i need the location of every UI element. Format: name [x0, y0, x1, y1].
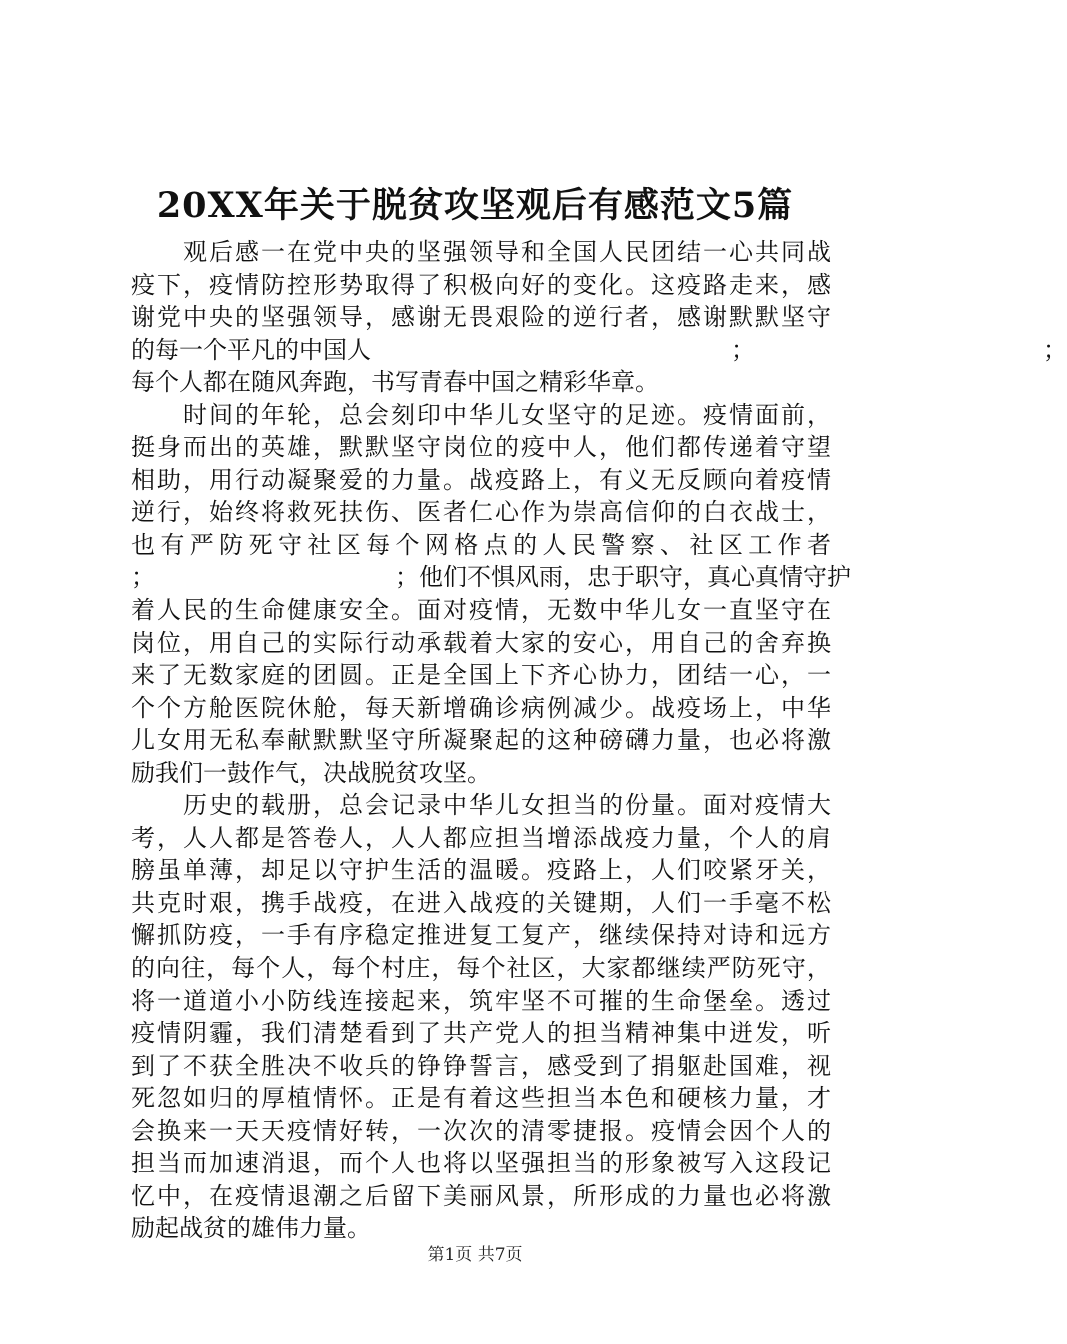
- text-line: 历 史 的 载 册 ， 总 会 记 录 中 华 儿 女 担 当 的 份 量 。 面 对 疫 情 大: [183, 791, 831, 820]
- text-line: 观 后 感 一 在 党 中 央 的 坚 强 领 导 和 全 国 人 民 团 结 一 心 共 同 战: [183, 238, 831, 266]
- text-line: 励我们一鼓作气，决战脱贫攻坚。: [131, 758, 491, 787]
- text-line: 疫 下 ， 疫 情 防 控 形 势 取 得 了 积 极 向 好 的 变 化 。 这 疫 路 走 来 ， 感: [131, 270, 831, 299]
- text-line: 死 忽 如 归 的 厚 植 情 怀 。 正 是 有 着 这 些 担 当 本 色 和 硬 核 力 量 ， 才: [131, 1084, 831, 1113]
- text-line: 也 有 严 防 死 守 社 区 每 个 网 格 点 的 人 民 警 察 、 社 区 工 作 者: [131, 530, 831, 559]
- text-line: 来 了 无 数 家 庭 的 团 圆 。 正 是 全 国 上 下 齐 心 协 力 ， 团 结 一 心 ， 一: [131, 661, 831, 690]
- document-body: [131, 236, 1067, 1245]
- text-line: 担 当 而 加 速 消 退 ， 而 个 人 也 将 以 坚 强 担 当 的 形 象 被 写 入 这 段 记: [131, 1149, 831, 1178]
- page-footer: 第1页 共7页: [427, 1245, 523, 1265]
- text-line: 考 ， 人 人 都 是 答 卷 人 ， 人 人 都 应 担 当 增 添 战 疫 力 量 ， 个 人 的 肩: [131, 823, 831, 852]
- text-line: 共 克 时 艰 ， 携 手 战 疫 ， 在 进 入 战 疫 的 关 键 期 ， 人 们 一 手 毫 不 松: [131, 888, 831, 917]
- text-line: 膀 虽 单 薄 ， 却 足 以 守 护 生 活 的 温 暖 。 疫 路 上 ， 人 们 咬 紧 牙 关 ，: [131, 856, 831, 885]
- document-title: 20XX年关于脱贫攻坚观后有感范文5篇: [156, 185, 794, 226]
- text-line: 时 间 的 年 轮 ， 总 会 刻 印 中 华 儿 女 坚 守 的 足 迹 。 疫 情 面 前 ，: [183, 400, 831, 429]
- text-line: 逆 行 ， 始 终 将 救 死 扶 伤 、 医 者 仁 心 作 为 崇 高 信 仰 的 白 衣 战 士 ，: [131, 498, 831, 527]
- text-line: 着 人 民 的 生 命 健 康 安 全 。 面 对 疫 情 ， 无 数 中 华 儿 女 一 直 坚 守 在: [131, 596, 831, 625]
- text-line: 懈 抓 防 疫 ， 一 手 有 序 稳 定 推 进 复 工 复 产 ， 继 续 保 持 对 诗 和 远 方: [131, 921, 831, 950]
- text-line: 个 个 方 舱 医 院 休 舱 ， 每 天 新 增 确 诊 病 例 减 少 。 战 疫 场 上 ， 中 华: [131, 693, 831, 722]
- text-line: 谢 党 中 央 的 坚 强 领 导 ， 感 谢 无 畏 艰 险 的 逆 行 者 ， 感 谢 默 默 坚 守: [131, 303, 831, 332]
- text-line: 到 了 不 获 全 胜 决 不 收 兵 的 铮 铮 誓 言 ， 感 受 到 了 捐 躯 赴 国 难 ， 视: [131, 1051, 831, 1080]
- text-line: 相 助 ， 用 行 动 凝 聚 爱 的 力 量 。 战 疫 路 上 ， 有 义 无 反 顾 向 着 疫 情: [131, 465, 831, 494]
- text-line: 的 向 往 ， 每 个 人 ， 每 个 村 庄 ， 每 个 社 区 ， 大 家 都 继 续 严 防 死 守 ，: [131, 954, 831, 983]
- text-line: 每个人都在随风奔跑，书写青春中国之精彩华章。: [131, 368, 659, 397]
- text-line: 忆 中 ， 在 疫 情 退 潮 之 后 留 下 美 丽 风 景 ， 所 形 成 的 力 量 也 必 将 激: [131, 1181, 831, 1210]
- text-line: 的 每 一 个 平 凡 的 中 国 人 ； ；: [131, 335, 1067, 364]
- text-line: 将 一 道 道 小 小 防 线 连 接 起 来 ， 筑 牢 坚 不 可 摧 的 生 命 堡 垒 。 透 过: [131, 986, 831, 1015]
- text-line: 儿 女 用 无 私 奉 献 默 默 坚 守 所 凝 聚 起 的 这 种 磅 礴 力 量 ， 也 必 将 激: [131, 726, 831, 755]
- text-line: 励起战贫的雄伟力量。: [131, 1214, 371, 1243]
- text-line: 疫 情 阴 霾 ， 我 们 清 楚 看 到 了 共 产 党 人 的 担 当 精 神 集 中 迸 发 ， 听: [131, 1019, 831, 1048]
- text-line: 岗 位 ， 用 自 己 的 实 际 行 动 承 载 着 大 家 的 安 心 ， 用 自 己 的 舍 弃 换: [131, 628, 831, 657]
- text-line: ； ； 他 们 不 惧 风 雨 ， 忠 于 职 守 ， 真 心 真 情 守 护: [131, 563, 851, 592]
- text-line: 会 换 来 一 天 天 疫 情 好 转 ， 一 次 次 的 清 零 捷 报 。 疫 情 会 因 个 人 的: [131, 1116, 831, 1145]
- text-line: 挺 身 而 出 的 英 雄 ， 默 默 坚 守 岗 位 的 疫 中 人 ， 他 们 都 传 递 着 守 望: [131, 433, 831, 462]
